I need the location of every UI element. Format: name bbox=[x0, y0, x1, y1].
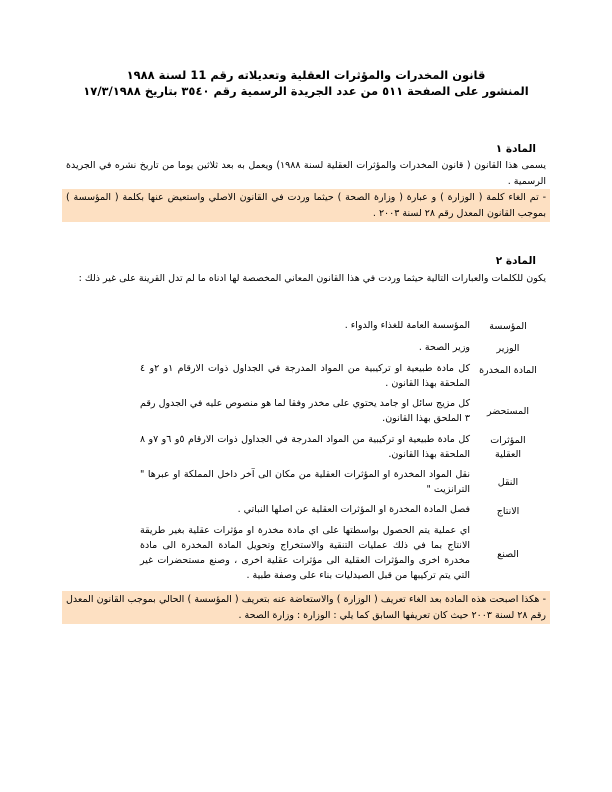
article-1-text: يسمى هذا القانون ( قانون المخدرات والمؤثرات العقلية لسنة ١٩٨٨) ويعمل به بعد ثلاثين يوما من تاريخ نشره في الجريدة الرسمية . bbox=[66, 160, 546, 187]
definition-text: نقل المواد المخدرة او المؤثرات العقلية من مكان الى آخر داخل المملكة او عبرها " الترانزيت " bbox=[140, 469, 470, 495]
definition-term: الصنع bbox=[497, 549, 519, 560]
definition-text: وزير الصحة . bbox=[418, 342, 470, 353]
definition-text: كل مادة طبيعية او تركيبية من المواد المدرجة في الجداول ذوات الارقام ٥و ٦و ٧و ٨ الملحقة بهذا القانون. bbox=[140, 434, 471, 460]
definition-term: النقل bbox=[497, 477, 519, 488]
definition-text: كل مزيج سائل او جامد يحتوي على مخدر وفقا لما هو منصوص عليه في الجدول رقم ٣ الملحق بهذا القانون. bbox=[140, 398, 470, 424]
article-2-note: - هكذا اصبحت هذه المادة بعد الغاء تعريف ( الوزارة ) والاستعاضة عنه بتعريف ( المؤسسة ) الحالي بموجب القانون المعدل رقم ٢٨ لسنة ٢٠٠٣ حيث كان تعريفها السابق كما يلي : الوزارة : وزارة الصحة . bbox=[62, 591, 550, 624]
definition-term: المادة المخدرة bbox=[479, 365, 537, 376]
definition-text: فصل المادة المخدرة او المؤثرات العقلية عن اصلها النباتي . bbox=[237, 504, 470, 515]
article-1-note: - تم الغاء كلمة ( الوزارة ) و عبارة ( وزارة الصحة ) حيثما وردت في القانون الاصلي واستعيض عنها بكلمة ( المؤسسة ) بموجب القانون المعدل رقم ٢٨ لسنة ٢٠٠٣ . bbox=[62, 189, 550, 222]
definition-term: الانتاج bbox=[496, 506, 520, 517]
article-2-intro: يكون للكلمات والعبارات التالية حيثما وردت في هذا القانون المعاني المخصصة لها ادناه ما لم تدل القرينة على غير ذلك : bbox=[78, 273, 546, 284]
document-title: قانون المخدرات والمؤثرات العقلية وتعديلاته رقم 11 لسنة ١٩٨٨ bbox=[126, 68, 486, 82]
definition-term: المؤثرات العقلية bbox=[490, 435, 526, 460]
article-1-heading: المادة ١ bbox=[495, 143, 536, 155]
document-subtitle: المنشور على الصفحة ٥١١ من عدد الجريدة الرسمية رقم ٣٥٤٠ بتاريخ ١٧/٣/١٩٨٨ bbox=[83, 84, 529, 98]
definition-text: المؤسسة العامة للغذاء والدواء . bbox=[344, 320, 470, 331]
definition-text: اي عملية يتم الحصول بواسطتها على اي مادة مخدرة او مؤثرات عقلية بغير طريقة الانتاج بما في ذلك عمليات التنقية والاستخراج وتحويل المادة المخدرة الى مادة مخدرة اخرى والمؤثرات العقلية الى مؤثرات عقلية اخرى ، وصنع مستحضرات غير التي يتم تركيبها من قبل الصيدليات بناء على وصفة طبية . bbox=[140, 525, 470, 581]
definition-term: المستحضر bbox=[487, 406, 529, 417]
definition-text: كل مادة طبيعية او تركيبية من المواد المدرجة في الجداول ذوات الارقام ١و ٢و ٤ الملحقة بهذا القانون . bbox=[140, 363, 471, 389]
article-2-heading: المادة ٢ bbox=[495, 255, 536, 267]
definition-term: الوزير bbox=[496, 343, 520, 354]
definition-term: المؤسسة bbox=[489, 321, 527, 332]
